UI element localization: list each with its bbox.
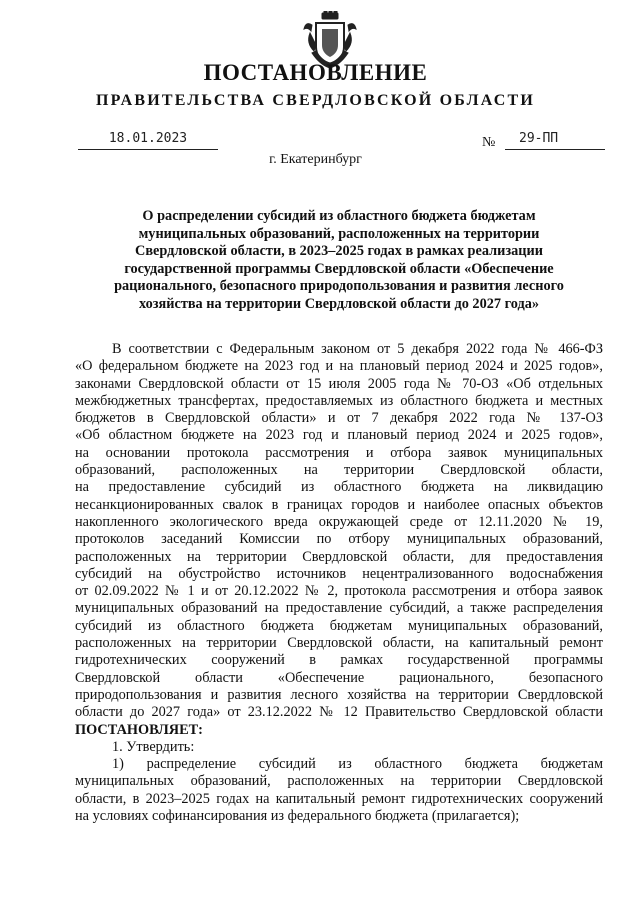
item-1: 1. Утвердить: [112, 738, 195, 755]
document-title: ПОСТАНОВЛЕНИЕ [203, 60, 428, 85]
heading-line: Свердловской области, в 2023–2025 годах в рамках реализации [135, 243, 543, 260]
document-date: 18.01.2023 [108, 131, 188, 146]
number-underline [505, 149, 605, 150]
body-line: расположенных на территории Свердловской области, для предоставления [75, 548, 603, 565]
body-line: Свердловской области «Обеспечение рационального, безопасного [75, 669, 603, 686]
date-underline [78, 149, 218, 150]
body-line: муниципальных образований на предоставление субсидий, а также распределения [75, 600, 603, 617]
body-line: В соответствии с Федеральным законом от 5 декабря 2022 года № 466-ФЗ [112, 341, 603, 357]
item-1-1-line: муниципальных образований, расположенных на территории Свердловской [75, 773, 603, 790]
body-line: гидротехнических сооружений в рамках государственной программы [75, 652, 603, 669]
item-1-1-line: на условиях софинансирования из федерального бюджета (прилагается); [75, 808, 520, 825]
heading-line: рационального, безопасного природопользования и развития лесного [114, 278, 564, 295]
item-1-1-line: области, в 2023–2025 годах на капитальный ремонт гидротехнических сооружений [75, 790, 603, 807]
heading-line: хозяйства на территории Свердловской области до 2027 года» [139, 295, 539, 312]
body-line: расположенных на территории Свердловской области, на капитальный ремонт [75, 635, 603, 652]
document-body [75, 341, 603, 825]
body-line: области до 2027 года» от 23.12.2022 № 12 Правительство Свердловской области [75, 704, 603, 721]
body-line: несанкционированных свалок в границах городов и наиболее опасных объектов [75, 496, 603, 513]
body-line: «Об областном бюджете на 2023 год и плановый период 2024 и 2025 годов», [75, 427, 603, 444]
body-line: протоколов заседаний Комиссии по отбору муниципальных образований, [75, 531, 603, 548]
document-number: 29-ПП [519, 131, 559, 146]
body-line: на предоставление субсидий из областного бюджета на ликвидацию [75, 479, 603, 496]
body-line: природопользования и развития лесного хозяйства на территории Свердловской [75, 686, 603, 703]
body-line: «О федеральном бюджете на 2023 год и на плановый период 2024 и 2025 годов», [75, 358, 603, 375]
body-line: субсидий из областного бюджета бюджетам муниципальных образований, [75, 617, 603, 634]
body-line: субсидий на обустройство источников нецентрализованного водоснабжения [75, 565, 603, 582]
body-line: накопленного экологического вреда окружающей среде от 12.11.2020 № 19, [75, 513, 603, 530]
heading-line: муниципальных образований, расположенных на территории [138, 225, 540, 242]
body-line: законами Свердловской области от 15 июля 2005 года № 70-ОЗ «Об отдельных [75, 375, 603, 392]
body-line: образований, расположенных на территории Свердловской области, [75, 462, 603, 479]
heading-line: государственной программы Свердловской области «Обеспечение [124, 260, 554, 277]
body-line: на основании протокола рассмотрения и отбора заявок муниципальных [75, 444, 603, 461]
document-subtitle: ПРАВИТЕЛЬСТВА СВЕРДЛОВСКОЙ ОБЛАСТИ [96, 92, 535, 109]
resolution-heading [75, 208, 603, 314]
resolves-label: ПОСТАНОВЛЯЕТ: [75, 721, 203, 738]
heading-line: О распределении субсидий из областного бюджета бюджетам [142, 208, 536, 224]
body-line: от 02.09.2022 № 1 и от 20.12.2022 № 2, протокола рассмотрения и отбора заявок [75, 583, 603, 600]
body-line: бюджетов в Свердловской области» и от 7 декабря 2022 года № 137-ОЗ [75, 410, 603, 427]
city-label: г. Екатеринбург [269, 152, 362, 167]
number-sign: № [482, 135, 496, 150]
body-line: межбюджетных трансфертах, предоставляемых из областного бюджета и местных [75, 392, 603, 409]
item-1-1-line: 1) распределение субсидий из областного бюджета бюджетам [112, 756, 603, 773]
